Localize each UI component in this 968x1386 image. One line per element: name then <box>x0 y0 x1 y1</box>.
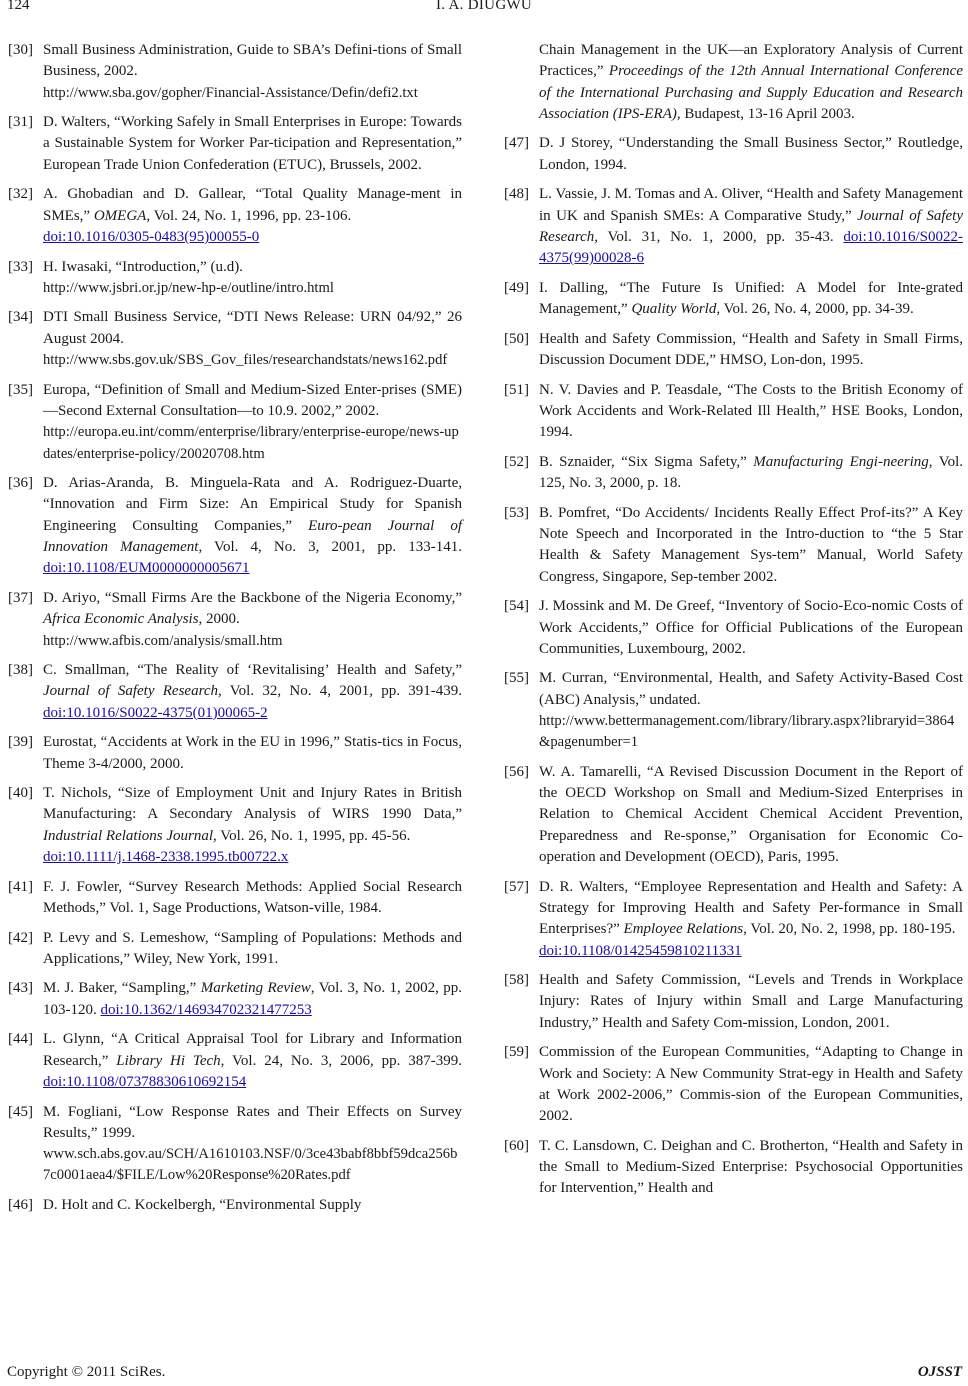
reference-item <box>8 732 462 775</box>
references-right-column <box>504 40 963 1208</box>
reference-details: , Budapest, 13-16 April 2003. <box>676 105 855 122</box>
doi-link[interactable]: doi:10.1016/S0022-4375(01)00065-2 <box>43 704 268 721</box>
reference-item <box>504 877 963 962</box>
doi-link[interactable]: doi:10.1362/146934702321477253 <box>100 1001 312 1018</box>
reference-citation: Commission of the European Communities, “Adapting to Change in Work and Society: A New Community Strat-egy in Health and Safety at Work 2002-2006,” Commis-sion of the European Communities, 2002. <box>539 1044 963 1125</box>
reference-url: http://www.afbis.com/analysis/small.htm <box>43 632 283 649</box>
reference-source-title: Library Hi Tech <box>116 1052 221 1069</box>
reference-text <box>43 40 462 83</box>
reference-citation: Small Business Administration, Guide to SBA’s Defini-tions of Small Business, 2002. <box>43 42 462 80</box>
references-left-column <box>8 40 462 1225</box>
reference-number: [51] <box>504 381 529 398</box>
reference-text <box>539 278 963 321</box>
reference-details: , Vol. 20, No. 2, 1998, pp. 180-195. <box>743 921 956 938</box>
doi-link[interactable]: doi:10.1016/0305-0483(95)00055-0 <box>43 228 260 245</box>
reference-citation: M. J. Baker, “Sampling,” <box>43 980 201 997</box>
reference-text <box>539 452 963 495</box>
reference-text <box>539 762 963 868</box>
reference-item <box>8 877 462 920</box>
reference-number: [54] <box>504 598 529 615</box>
reference-number: [36] <box>8 475 33 492</box>
reference-source-title: Journal of Safety Research <box>539 207 963 245</box>
reference-url: http://www.sbs.gov.uk/SBS_Gov_files/researchandstats/news162.pdf <box>43 352 448 369</box>
reference-citation: Chain Management in the UK—an Exploratory Analysis of Current Practices,” <box>539 42 963 80</box>
doi-link[interactable]: doi:10.1108/EUM0000000005671 <box>43 560 250 577</box>
reference-number: [49] <box>504 279 529 296</box>
reference-number: [40] <box>8 785 33 802</box>
reference-text <box>43 1029 462 1093</box>
reference-citation: W. A. Tamarelli, “A Revised Discussion Document in the Report of the OECD Workshop on Small and Medium-Sized Enterprises in Relation to Chemical Accident Chemical Accident Prevention, Preparedness and Re-sponse,” Organisation for Economic Co-operation and Development (OECD), Paris, 1995. <box>539 763 963 866</box>
running-header-author: I. A. DIUGWU <box>435 0 533 13</box>
reference-citation: F. J. Fowler, “Survey Research Methods: Applied Social Research Methods,” Vol. 1, Sage Productions, Watson-ville, 1984. <box>43 878 462 916</box>
reference-item <box>8 473 462 579</box>
reference-item <box>504 184 963 269</box>
reference-number: [39] <box>8 734 33 751</box>
reference-text <box>539 133 963 176</box>
reference-citation: D. R. Walters, “Employee Representation and Health and Safety: A Strategy for Improving Health and Safety Per-formance in Small Enterprises?” <box>539 878 963 938</box>
reference-number: [32] <box>8 186 33 203</box>
reference-number: [38] <box>8 662 33 679</box>
reference-item <box>8 660 462 724</box>
reference-details: , 2000. <box>198 611 240 628</box>
reference-number: [59] <box>504 1044 529 1061</box>
reference-text <box>539 596 963 660</box>
reference-details: , Vol. 32, No. 4, 2001, pp. 391-439. <box>218 683 463 700</box>
reference-source-title: OMEGA <box>93 207 147 224</box>
reference-number: [56] <box>504 763 529 780</box>
copyright-footer: Copyright © 2011 SciRes. <box>7 1364 166 1380</box>
doi-link[interactable]: doi:10.1108/01425459810211331 <box>539 942 742 959</box>
reference-item <box>504 1042 963 1127</box>
reference-item <box>504 970 963 1034</box>
reference-text <box>43 1102 462 1145</box>
reference-number: [58] <box>504 972 529 989</box>
reference-citation: H. Iwasaki, “Introduction,” (u.d). <box>43 258 243 275</box>
reference-text <box>539 970 963 1034</box>
reference-item <box>8 978 462 1021</box>
reference-text <box>43 473 462 579</box>
reference-number: [33] <box>8 258 33 275</box>
reference-url: http://www.jsbri.or.jp/new-hp-e/outline/intro.html <box>43 279 334 296</box>
doi-link[interactable]: doi:10.1016/S0022-4375(99)00028-6 <box>539 228 963 267</box>
reference-citation: A. Ghobadian and D. Gallear, “Total Quality Manage-ment in SMEs,” <box>43 186 462 224</box>
reference-text <box>539 1136 963 1200</box>
reference-text <box>43 732 462 775</box>
reference-number: [41] <box>8 878 33 895</box>
reference-number: [37] <box>8 589 33 606</box>
reference-number: [60] <box>504 1137 529 1154</box>
reference-number: [50] <box>504 330 529 347</box>
reference-details: , Vol. 26, No. 4, 2000, pp. 34-39. <box>716 301 914 318</box>
reference-text <box>43 307 462 350</box>
doi-link[interactable]: doi:10.1111/j.1468-2338.1995.tb00722.x <box>43 849 289 866</box>
reference-text <box>539 1042 963 1127</box>
reference-number: [42] <box>8 929 33 946</box>
reference-citation: B. Sznaider, “Six Sigma Safety,” <box>539 453 754 470</box>
reference-item <box>8 928 462 971</box>
doi-link[interactable]: doi:10.1108/07378830610692154 <box>43 1073 247 1090</box>
reference-text <box>539 184 963 269</box>
reference-text <box>43 1195 462 1216</box>
reference-number: [52] <box>504 453 529 470</box>
reference-number: [45] <box>8 1103 33 1120</box>
reference-text <box>43 257 462 278</box>
reference-source-title: Manufacturing Engi-neering <box>753 453 929 470</box>
reference-url: http://europa.eu.int/comm/enterprise/library/enterprise-europe/news-updates/enterprise-policy/20020708.htm <box>43 424 459 462</box>
reference-details: , Vol. 24, No. 3, 2006, pp. 387-399. <box>220 1052 462 1069</box>
reference-source-title: Journal of Safety Research <box>43 683 219 700</box>
reference-item <box>504 503 963 588</box>
reference-number: [31] <box>8 114 33 131</box>
reference-text <box>43 112 462 176</box>
reference-source-title: Euro-pean Journal of Innovation Management <box>43 517 462 556</box>
reference-source-title: Industrial Relations Journal <box>43 827 213 844</box>
reference-source-title: Employee Relations <box>623 921 744 938</box>
reference-item <box>8 783 462 868</box>
reference-number: [46] <box>8 1197 33 1213</box>
reference-number: [34] <box>8 309 33 326</box>
reference-citation: L. Glynn, “A Critical Appraisal Tool for Library and Information Research,” <box>43 1031 462 1069</box>
reference-text <box>43 184 462 248</box>
reference-citation: Health and Safety Commission, “Levels and Trends in Workplace Injury: Rates of Injury within Small and Large Manufacturing Industry,” Health and Safety Com-mission, London, 2001. <box>539 972 963 1031</box>
reference-item <box>504 133 963 176</box>
reference-url: www.sch.abs.gov.au/SCH/A1610103.NSF/0/3ce43babf8bbf59dca256b7c0001aea4/$FILE/Low%20Response%20Rates.pdf <box>43 1146 458 1184</box>
reference-text <box>43 660 462 724</box>
reference-text <box>43 877 462 920</box>
reference-url: http://www.sba.gov/gopher/Financial-Assistance/Defin/defi2.txt <box>43 84 418 101</box>
reference-citation: DTI Small Business Service, “DTI News Release: URN 04/92,” 26 August 2004. <box>43 309 462 347</box>
reference-details: , Vol. 31, No. 1, 2000, pp. 35-43. <box>594 228 844 245</box>
reference-text <box>43 588 462 631</box>
reference-item <box>8 257 462 300</box>
reference-citation: I. Dalling, “The Future Is Unified: A Model for Inte-grated Management,” <box>539 279 963 318</box>
reference-citation: P. Levy and S. Lemeshow, “Sampling of Populations: Methods and Applications,” Wiley, New York, 1991. <box>43 929 462 967</box>
reference-text <box>539 329 963 372</box>
reference-item <box>504 380 963 444</box>
reference-text <box>539 40 963 125</box>
reference-citation: D. Holt and C. Kockelbergh, “Environmental Supply <box>43 1197 362 1213</box>
reference-citation: B. Pomfret, “Do Accidents/ Incidents Really Effect Prof-its?” A Key Note Speech and Incorporated in the Intro-duction to “the 5 Star Health & Safety Management Sys-tem” Manual, World Safety Congress, Singapore, Sep-tember 2002. <box>539 504 963 585</box>
reference-citation: Eurostat, “Accidents at Work in the EU in 1996,” Statis-tics in Focus, Theme 3-4/2000, 2000. <box>43 734 462 772</box>
reference-citation: D. Arias-Aranda, B. Minguela-Rata and A. Rodriguez-Duarte, “Innovation and Firm Size: An Empirical Study for Spanish Engineering Consulting Companies,” <box>43 475 462 534</box>
reference-citation: J. Mossink and M. De Greef, “Inventory of Socio-Eco-nomic Costs of Work Accidents,” Office for Official Publications of the European Communities, Luxembourg, 2002. <box>539 598 963 657</box>
reference-item <box>8 1195 462 1216</box>
reference-details: , Vol. 125, No. 3, 2000, p. 18. <box>539 453 964 492</box>
reference-details: , Vol. 24, No. 1, 1996, pp. 23-106. <box>146 207 352 224</box>
reference-source-title: Quality World <box>631 301 717 318</box>
reference-item <box>8 307 462 371</box>
reference-citation: T. Nichols, “Size of Employment Unit and Injury Rates in British Manufacturing: A Secondary Analysis of WIRS 1990 Data,” <box>43 785 462 823</box>
reference-number: [35] <box>8 381 33 398</box>
reference-number: [30] <box>8 42 33 58</box>
reference-text <box>539 668 963 711</box>
reference-details: , Vol. 26, No. 1, 1995, pp. 45-56. <box>213 827 411 844</box>
reference-number: [57] <box>504 878 529 895</box>
reference-citation: M. Fogliani, “Low Response Rates and Their Effects on Survey Results,” 1999. <box>43 1103 462 1141</box>
reference-item <box>504 596 963 660</box>
reference-item <box>504 40 963 125</box>
reference-item <box>8 1102 462 1187</box>
reference-citation: N. V. Davies and P. Teasdale, “The Costs to the British Economy of Work Accidents and Work-Related Ill Health,” HSE Books, London, 1994. <box>539 381 963 441</box>
reference-citation: M. Curran, “Environmental, Health, and Safety Activity-Based Cost (ABC) Analysis,” undated. <box>539 670 963 708</box>
reference-item <box>8 40 462 104</box>
reference-citation: D. Ariyo, “Small Firms Are the Backbone of the Nigeria Economy,” <box>43 589 462 606</box>
reference-source-title: Africa Economic Analysis <box>43 611 199 628</box>
reference-text <box>43 978 462 1021</box>
reference-citation: Europa, “Definition of Small and Medium-Sized Enter-prises (SME)—Second External Consultation—to 10.9. 2002,” 2002. <box>43 381 462 419</box>
reference-item <box>504 1136 963 1200</box>
reference-details: , Vol. 4, No. 3, 2001, pp. 133-141. <box>198 539 462 556</box>
reference-citation: Health and Safety Commission, “Health and Safety in Small Firms, Discussion Document DDE,” HMSO, Lon-don, 1995. <box>539 330 963 369</box>
reference-number: [48] <box>504 186 529 203</box>
journal-abbreviation: OJSST <box>917 1364 962 1380</box>
reference-details: , Vol. 3, No. 1, 2002, pp. 103-120. <box>43 980 462 1018</box>
reference-text <box>539 877 963 962</box>
reference-item <box>504 762 963 868</box>
reference-number: [53] <box>504 504 529 521</box>
reference-item <box>504 278 963 321</box>
reference-text <box>539 503 963 588</box>
reference-number: [55] <box>504 670 529 687</box>
reference-item <box>8 588 462 652</box>
reference-item <box>504 668 963 753</box>
reference-text <box>43 783 462 868</box>
reference-item <box>8 184 462 248</box>
reference-text <box>43 380 462 423</box>
reference-item <box>504 329 963 372</box>
reference-item <box>8 380 462 465</box>
reference-citation: C. Smallman, “The Reality of ‘Revitalising’ Health and Safety,” <box>43 662 462 679</box>
reference-number: [44] <box>8 1031 33 1048</box>
reference-citation: L. Vassie, J. M. Tomas and A. Oliver, “Health and Safety Management in UK and Spanish SMEs: A Comparative Study,” <box>539 186 963 224</box>
reference-text <box>539 380 963 444</box>
reference-item <box>8 112 462 176</box>
reference-source-title: Marketing Review <box>200 980 311 997</box>
reference-number: [47] <box>504 135 529 152</box>
reference-url: http://www.bettermanagement.com/library/library.aspx?libraryid=3864&pagenumber=1 <box>539 712 955 751</box>
page-number: 124 <box>7 0 30 13</box>
reference-citation: D. J Storey, “Understanding the Small Business Sector,” Routledge, London, 1994. <box>539 135 963 173</box>
reference-item <box>504 452 963 495</box>
reference-source-title: Proceedings of the 12th Annual International Conference of the International Purchasing and Supply Education and Research Association (IPS-ERA) <box>539 63 963 122</box>
reference-number: [43] <box>8 980 33 997</box>
reference-citation: D. Walters, “Working Safely in Small Enterprises in Europe: Towards a Sustainable System for Worker Par-ticipation and Representation,” European Trade Union Confederation (ETUC), Brussels, 2002. <box>43 114 462 173</box>
reference-text <box>43 928 462 971</box>
reference-item <box>8 1029 462 1093</box>
reference-citation: T. C. Lansdown, C. Deighan and C. Brotherton, “Health and Safety in the Small to Medium-Sized Enterprise: Psychosocial Opportunities for Intervention,” Health and <box>539 1137 963 1197</box>
